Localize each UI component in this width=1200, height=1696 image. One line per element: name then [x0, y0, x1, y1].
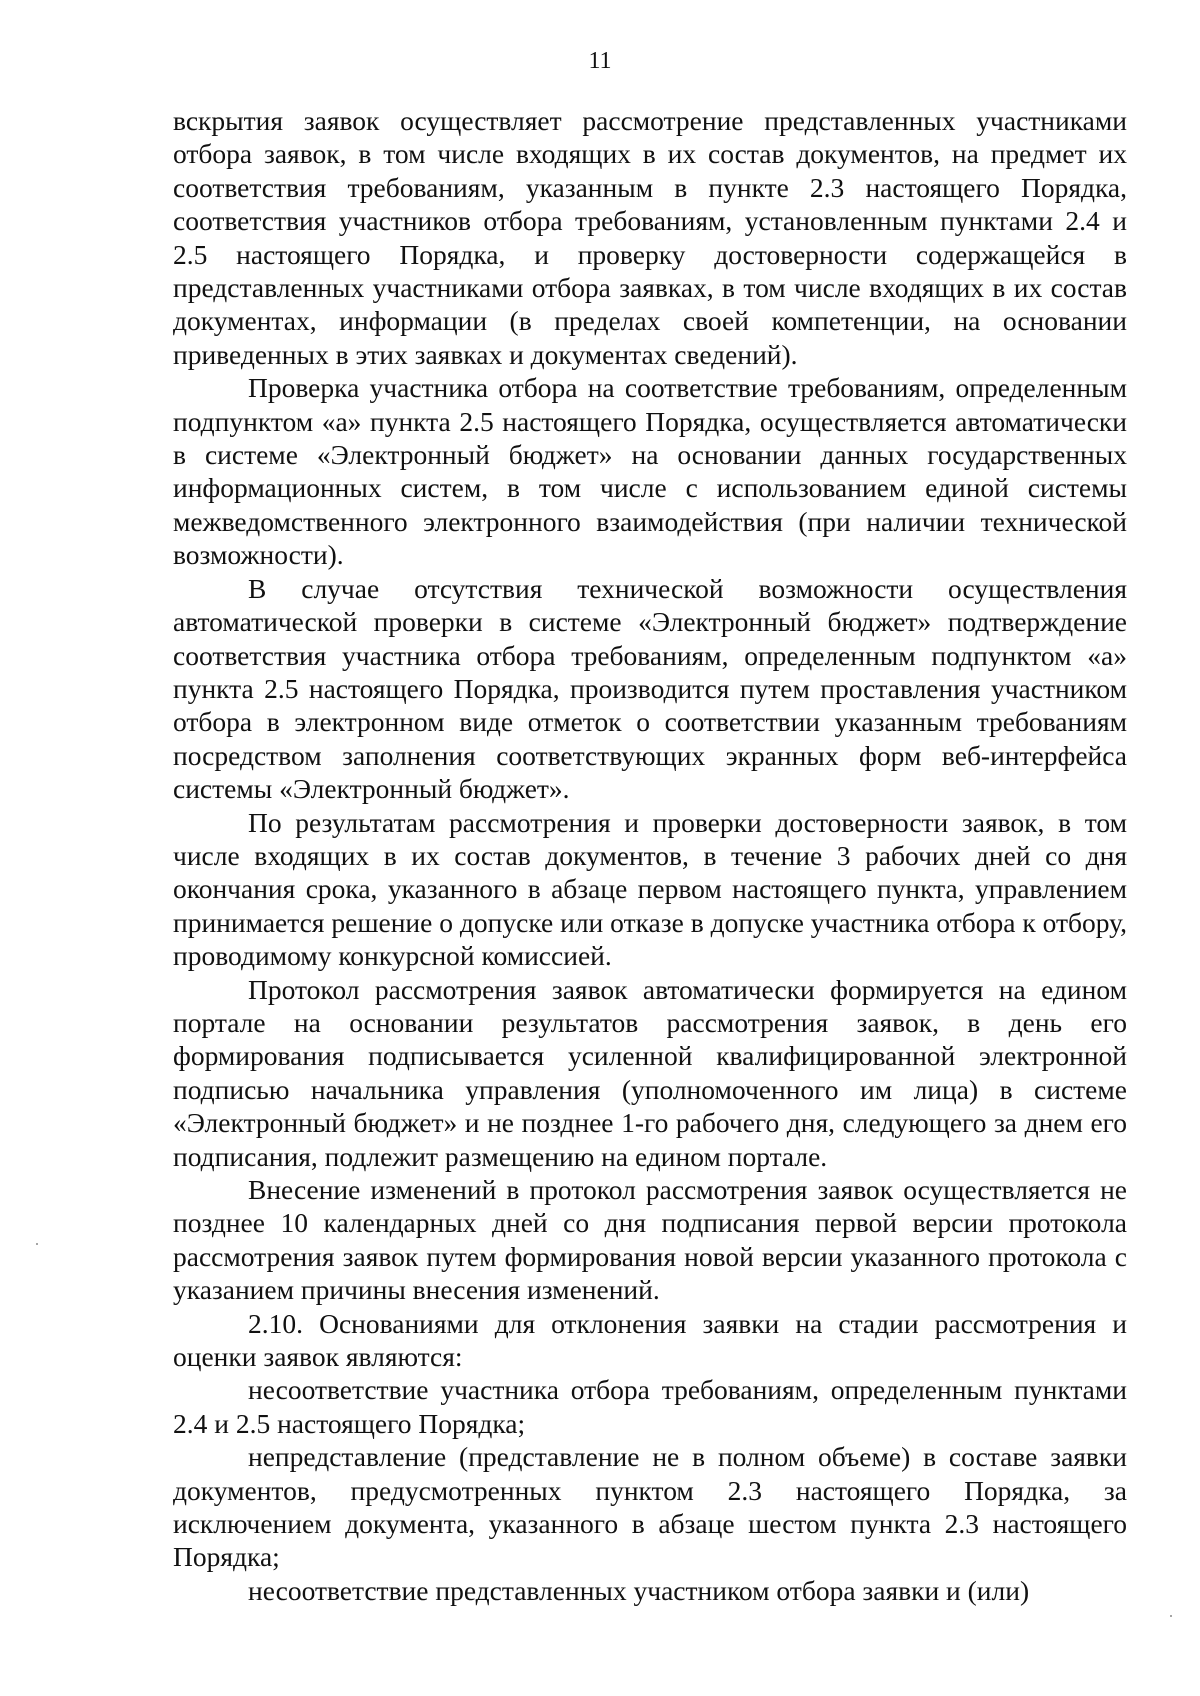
paragraph-rejection-reason-2: непредставление (представление не в полном объеме) в составе заявки документов, предусмотренных пунктом 2.3 настоящего Порядка, за исключением документа, указанного в абзаце шестом пункта 2.3 настоящего Порядка;: [173, 1441, 1127, 1573]
paragraph-no-technical-possibility: В случае отсутствия технической возможности осуществления автоматической проверки в системе «Электронный бюджет» подтверждение соответствия участника отбора требованиям, определенным подпунктом «а» пункта 2.5 настоящего Порядка, производится путем проставления участником отбора в электронном виде отметок о соответствии указанным требованиям посредством заполнения соответствующих экранных форм веб-интерфейса системы «Электронный бюджет».: [173, 572, 1127, 805]
paragraph-protocol: Протокол рассмотрения заявок автоматически формируется на едином портале на основании результатов рассмотрения заявок, в день его формирования подписывается усиленной квалифицированной электронной подписью начальника управления (уполномоченного им лица) в системе «Электронный бюджет» и не позднее 1-го рабочего дня, следующего за днем его подписания, подлежит размещению на едином портале.: [173, 973, 1127, 1172]
paragraph-continuation: вскрытия заявок осуществляет рассмотрение представленных участниками отбора заявок, в том числе входящих в их состав документов, на предмет их соответствия требованиям, указанным в пункте 2.3 настоящего Порядка, соответствия участников отбора требованиям, установленным пунктами 2.4 и 2.5 настоящего Порядка, и проверку достоверности содержащейся в представленных участниками отбора заявках, в том числе входящих в их состав документах, информации (в пределах своей компетенции, на основании приведенных в этих заявках и документах сведений).: [173, 105, 1127, 370]
document-body: [173, 104, 1127, 1607]
paragraph-rejection-reason-1: несоответствие участника отбора требованиям, определенным пунктами 2.4 и 2.5 настоящего Порядка;: [173, 1374, 1127, 1439]
scan-speck: [1170, 1615, 1172, 1617]
page-number: 11: [588, 48, 612, 74]
paragraph-protocol-changes: Внесение изменений в протокол рассмотрения заявок осуществляется не позднее 10 календарных дней со дня подписания первой версии протокола рассмотрения заявок путем формирования новой версии указанного протокола с указанием причины внесения изменений.: [173, 1174, 1127, 1306]
scan-speck: [36, 1243, 38, 1245]
paragraph-section-2-10: 2.10. Основаниями для отклонения заявки на стадии рассмотрения и оценки заявок являются:: [173, 1307, 1127, 1373]
paragraph-rejection-reason-3: несоответствие представленных участником отбора заявки и (или): [248, 1574, 1030, 1606]
paragraph-automatic-check: Проверка участника отбора на соответствие требованиям, определенным подпунктом «а» пункта 2.5 настоящего Порядка, осуществляется автоматически в системе «Электронный бюджет» на основании данных государственных информационных систем, в том числе с использованием единой системы межведомственного электронного взаимодействия (при наличии технической возможности).: [173, 372, 1127, 571]
paragraph-review-results: По результатам рассмотрения и проверки достоверности заявок, в том числе входящих в их состав документов, в течение 3 рабочих дней со дня окончания срока, указанного в абзаце первом настоящего пункта, управлением принимается решение о допуске или отказе в допуске участника отбора к отбору, проводимому конкурсной комиссией.: [173, 806, 1127, 972]
